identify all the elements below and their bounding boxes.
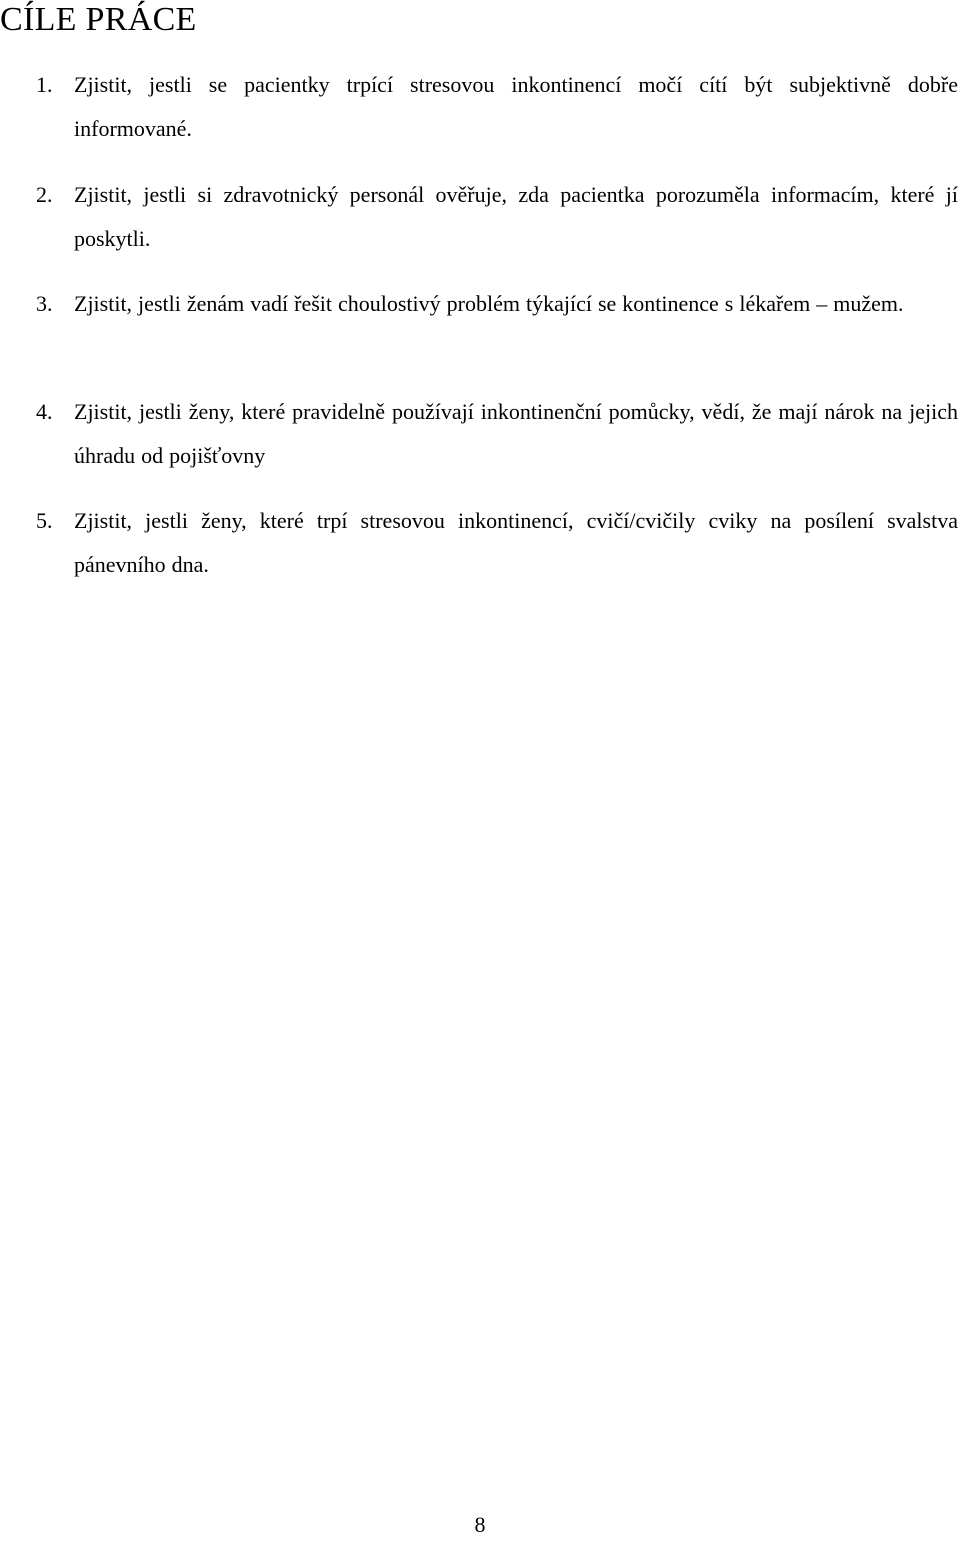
list-item-number: 5. <box>36 508 53 533</box>
list-item-text: Zjistit, jestli se pacientky trpící stresovou inkontinencí močí cítí být subjektivně dobře informované. <box>74 72 958 141</box>
list-item-number: 1. <box>36 72 53 97</box>
list-item-number: 3. <box>36 291 53 316</box>
list-item-text: Zjistit, jestli ženám vadí řešit choulostivý problém týkající se kontinence s lékařem – mužem. <box>74 291 904 316</box>
page-title: CÍLE PRÁCE <box>0 1 197 38</box>
list-item-text: Zjistit, jestli si zdravotnický personál ověřuje, zda pacientka porozuměla informacím, které jí poskytli. <box>74 182 958 251</box>
list-item-number: 4. <box>36 399 53 424</box>
list-item-text: Zjistit, jestli ženy, které pravidelně používají inkontinenční pomůcky, vědí, že mají nárok na jejich úhradu od pojišťovny <box>74 399 958 468</box>
list-item-number: 2. <box>36 182 53 207</box>
page-number: 8 <box>474 1512 486 1537</box>
list-item-text: Zjistit, jestli ženy, které trpí stresovou inkontinencí, cvičí/cvičily cviky na posílení svalstva pánevního dna. <box>74 508 958 577</box>
